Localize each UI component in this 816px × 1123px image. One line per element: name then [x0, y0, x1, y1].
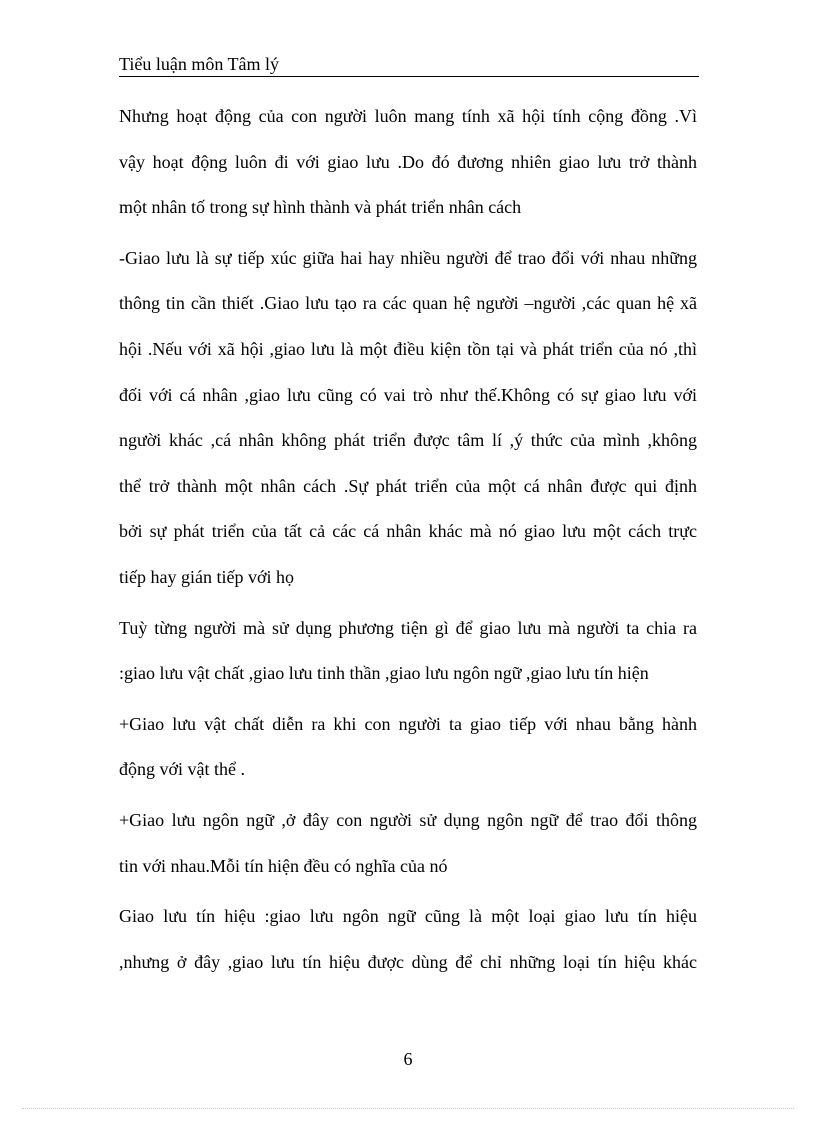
page-header: [119, 52, 699, 77]
text-line: :giao lưu vật chất ,giao lưu tinh thần ,giao lưu ngôn ngữ ,giao lưu tín hiện: [119, 663, 649, 684]
paragraph: [119, 798, 697, 889]
text-line: bởi sự phát triển của tất cả các cá nhân khác mà nó giao lưu một cách trực: [119, 521, 697, 542]
paragraph: [119, 94, 697, 231]
page-number: 6: [403, 1049, 413, 1069]
text-line: thể trở thành một nhân cách .Sự phát triển của một cá nhân được qui định: [119, 475, 697, 496]
text-line: thông tin cần thiết .Giao lưu tạo ra các quan hệ người –người ,các quan hệ xã: [119, 293, 697, 314]
text-line: +Giao lưu ngôn ngữ ,ở đây con người sử dụng ngôn ngữ để trao đổi thông: [119, 809, 697, 830]
text-line: động với vật thể .: [119, 759, 245, 780]
text-line: người khác ,cá nhân không phát triển được tâm lí ,ý thức của mình ,không: [119, 430, 697, 451]
page-bottom-divider: [22, 1108, 794, 1109]
paragraph: [119, 894, 697, 985]
text-line: -Giao lưu là sự tiếp xúc giữa hai hay nhiều người để trao đổi với nhau những: [119, 247, 697, 268]
paragraph: [119, 606, 697, 697]
text-line: vậy hoạt động luôn đi với giao lưu .Do đó đương nhiên giao lưu trở thành: [119, 151, 697, 172]
text-line: Tuỳ từng người mà sử dụng phương tiện gì để giao lưu mà người ta chia ra: [119, 617, 697, 638]
text-line: ,nhưng ở đây ,giao lưu tín hiệu được dùng để chỉ những loại tín hiệu khác: [119, 951, 697, 972]
body-text: [119, 94, 697, 990]
paragraph: [119, 236, 697, 601]
text-line: Giao lưu tín hiệu :giao lưu ngôn ngữ cũng là một loại giao lưu tín hiệu: [119, 906, 697, 927]
text-line: đối với cá nhân ,giao lưu cũng có vai trò như thế.Không có sự giao lưu với: [119, 384, 697, 405]
paragraph: [119, 702, 697, 793]
text-line: tin với nhau.Mỗi tín hiện đều có nghĩa của nó: [119, 855, 448, 876]
text-line: một nhân tố trong sự hình thành và phát triển nhân cách: [119, 197, 522, 218]
text-line: hội .Nếu với xã hội ,giao lưu là một điều kiện tồn tại và phát triển của nó ,thì: [119, 338, 697, 359]
text-line: tiếp hay gián tiếp với họ: [119, 566, 294, 587]
header-title: Tiểu luận môn Tâm lý: [119, 54, 280, 74]
text-line: +Giao lưu vật chất diễn ra khi con người ta giao tiếp với nhau bằng hành: [119, 713, 697, 734]
text-line: Nhưng hoạt động của con người luôn mang tính xã hội tính cộng đồng .Vì: [119, 106, 697, 126]
